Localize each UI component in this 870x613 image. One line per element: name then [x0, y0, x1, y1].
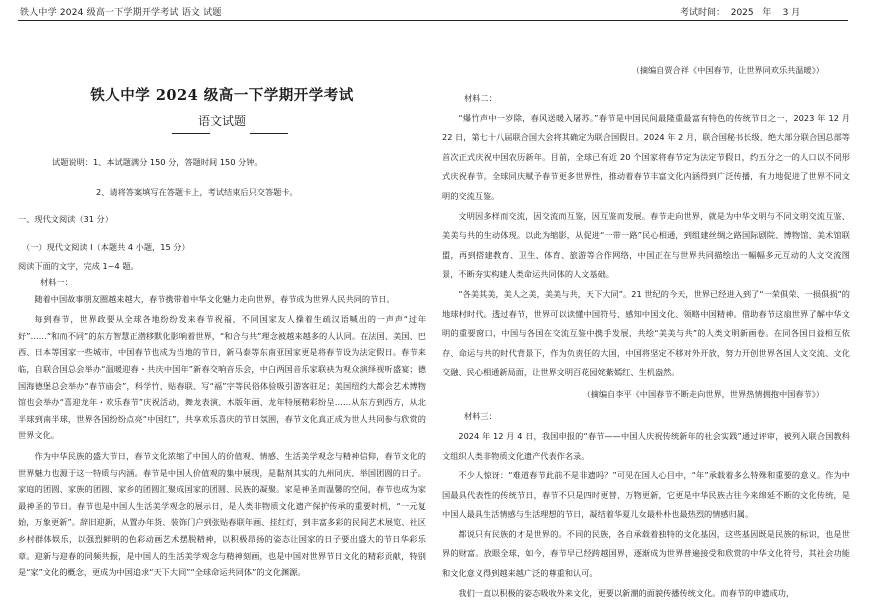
title-underline: [18, 130, 426, 140]
material-1-label: 材料一：: [40, 277, 73, 287]
title-underline-right: [250, 133, 288, 134]
exam-subtitle: 语文试题: [197, 114, 246, 128]
section-heading: 一、现代文阅读（31 分）: [18, 214, 113, 224]
exam-header-time: 考试时间： 2025 年 3 月: [680, 8, 801, 18]
paragraph: 作为中华民族的盛大节日，春节文化浓缩了中国人的价值观、情感、生活美学观念与精神信仰，春节文化的世界魅力也源于这一特质与内涵。春节是中国人价值观的集中展现，是黏剂其实的九州同庆、举国团圆的日子。家庭的团圆、家族的团圆、家乡的团圆汇聚成国家的团圆、民族的凝聚。家是神圣而温馨的空间，春节也成为家最神圣的节日。春节也是中国人生活美学观念的展示日，是人类非物质文化遗产保护传承的重要时机，“一元复始，万象更新”。辞旧迎新，从置办年货、装饰门户到张贴春联年画、挂红灯，到丰富多彩的民间艺术展览、社区乡村群体娱乐，以强烈鲜明的色彩动画艺术摆脱精神，以积极昂扬的姿态让国家的日子要出盛大的节日华彩乐章。迎新与迎春的同频共振，是中国人的生活美学观念与精神刻画，也是中国对世界节日文化的精彩贡献，特别是“家”文化的概念，更成为中国追求“天下大同”“全球命运共同体”的文化渊源。: [18, 450, 426, 578]
paragraph: 2024 年 12 月 4 日，我国申报的“春节——中国人庆祝传统新年的社会实践”通过评审，被列入联合国教科文组织人类非物质文化遗产代表作名录。: [442, 430, 850, 461]
exam-instructions-1: 试题说明：1、本试题满分 150 分，答题时间 150 分钟。: [52, 157, 263, 167]
title-underline-left: [172, 133, 210, 134]
paragraph: “各美其美，美人之美，美美与共，天下大同”。21 世纪的今天，世界已经进入到了“一荣俱荣、一损俱损”的地球村时代。透过春节，世界可以读懂中国符号、感知中国文化、领略中国精神。借助春节这扇世界了解中华文明的重要窗口，中国与各国在交流互鉴中携手发展，共绘“美美与共”的人类文明新画卷。在同各国日益相互依存、命运与共的时代背景下，作为负责任的大国，中国将坚定不移对外开放，努力开创世界各国人文交流、文化交融、民心相通新局面，让世界文明百花园姹紫嫣红、生机盎然。: [442, 288, 850, 378]
paragraph: 我们一直以积极的姿态吸收外来文化，更要以新潮的面貌传播传统文化。而春节的申遗成功，: [458, 587, 795, 598]
paragraph: 每到春节，世界政要从全球各地纷纷发来春节祝福，不同国家友人操着生疏汉语喊出的一声声“过年好”……“和而不同”的东方智慧正潜移默化影响着世界，“和合与共”理念被越来越多的人认同。在法国、美国、巴西、日本等国家一些城市，中国春节也成为当地的节日，新马泰等东南亚国家更是将春节设为法定假日。春节来临，自联合国总会举办“温暖迎春・共庆中国年”新春交响音乐会，中白两国音乐家联袂为观众演绎视听盛宴；德国海德堡总会举办“春节庙会”，科学竹、贴春联、写“福”字等民俗体验吸引游客驻足；美国纽约大都会艺术博物馆也会举办“喜迎龙年・欢乐春节”庆祝活动，舞龙表演、木版年画、龙年特展精彩纷呈……从东方到西方，从北半球到南半球，世界各国纷纷点亮“中国红”，共享欢乐喜庆的节日氛围，春节文化真正成为世人共同参与欣赏的世界文化。: [18, 314, 426, 441]
material-2-label: 材料二：: [464, 92, 497, 103]
exam-title: 铁人中学 2024 级高一下学期开学考试: [90, 87, 354, 104]
exam-header-title: 铁人中学 2024 级高一下学期开学考试 语文 试题: [20, 8, 222, 18]
page-header: [0, 0, 870, 22]
material-2-source: （摘编自李平《中国春节不断走向世界，世界热情拥抱中国春节》）: [582, 388, 824, 399]
left-column: [18, 22, 426, 581]
paragraph: “爆竹声中一岁除，春风送暖入屠苏。”春节是中国民间最隆重最富有特色的传统节日之一，2023 年 12 月 22 日，第七十八届联合国大会将其确定为联合国假日。2024 年 2 月，联合国秘书长级、绝大部分联合国总部等首次正式庆祝中国农历新年。目前，全球已有近 20 个国家将春节定为法定节假日，约五分之一的人口以不同形式庆祝春节。全球同庆赋予春节更多世界性，推动着春节丰富文化内涵得到广泛传播，有力地促进了世界不同文明的交流互鉴。: [442, 112, 850, 201]
subsection-heading: （一）现代文阅读 I（本题共 4 小题，15 分）: [22, 242, 190, 252]
header-divider: [18, 20, 848, 21]
paragraph: 随着中国故事朋友圈越来越大，春节携带着中华文化魅力走向世界，春节成为世界人民共同的节日。: [34, 293, 395, 304]
material-1-source: （摘编自贾合祥《中国春节，让世界同欢乐共温暖》）: [631, 65, 824, 75]
material-3-label: 材料三：: [464, 410, 497, 421]
right-column: [442, 22, 850, 603]
paragraph: 都说只有民族的才是世界的。不同的民族，各自承载着独特的文化基因，这些基因既是民族的标识，也是世界的财富。放眼全球，如今，春节早已经跨越国界，逐渐成为世界普遍接受和欣赏的中华文化符号，其社会功能和文化意义得到越来越广泛的尊重和认可。: [442, 528, 850, 579]
paragraph: 文明因多样而交流，因交流而互鉴，因互鉴而发展。春节走向世界，就是为中华文明与不同文明交流互鉴、美美与共的生动体现。以此为缩影，从促进“一带一路”民心相通，到组建丝绸之路国际剧院、博物馆、美术馆联盟，再到搭建教育、卫生、体育、旅游等合作网络，中国正在与世界共同描绘出一幅幅多元互动的人文交流图景，不断夯实构建人类命运共同体的人文基础。: [442, 210, 850, 280]
exam-instructions-2: 2、请将答案填写在答题卡上，考试结束后只交答题卡。: [96, 187, 298, 197]
paragraph: 不少人惊讶：“难道春节此前不是非遗吗？”可见在国人心目中，“年”承载着多么特殊和重要的意义。作为中国最具代表性的传统节日，春节不只是四时更替、万物更新，它更是中华民族古往今来绵延不断的文化传统，是中国人最具生活情感与生活理想的节日，凝结着华夏儿女最朴朴也最热烈的情感归属。: [442, 470, 850, 520]
reading-instruction: 阅读下面的文字，完成 1~4 题。: [18, 261, 139, 271]
